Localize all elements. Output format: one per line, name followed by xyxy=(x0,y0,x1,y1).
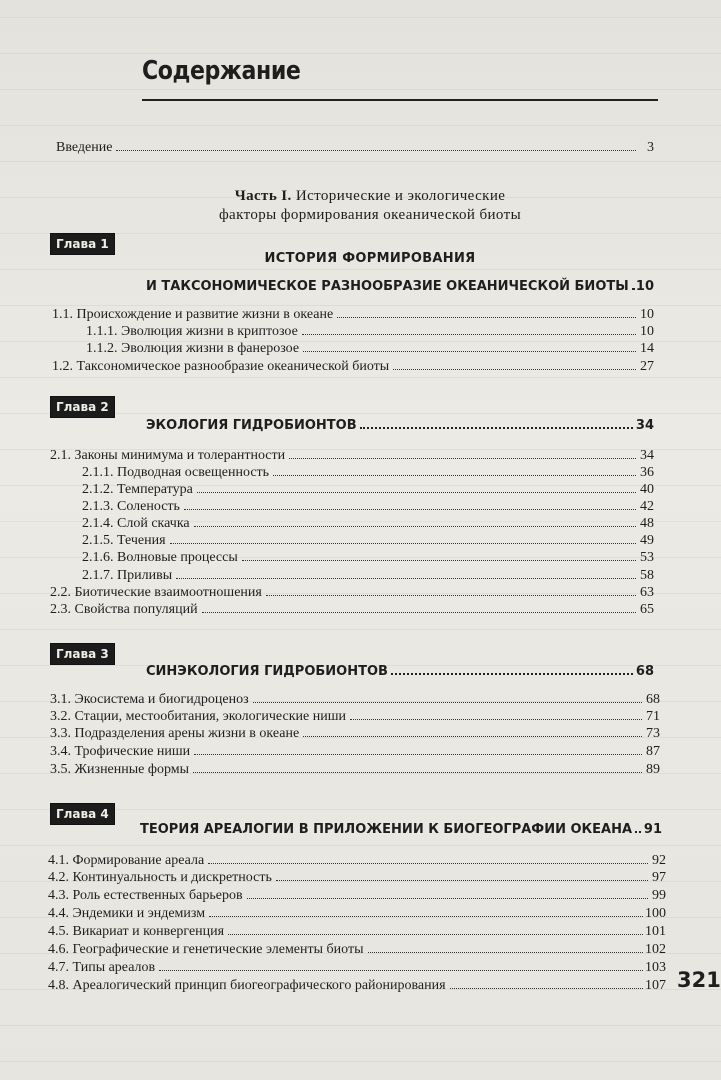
toc-entry-page: 102 xyxy=(645,942,666,957)
leader-dots xyxy=(228,922,643,935)
toc-entry-page: 87 xyxy=(646,744,660,759)
toc-entry[interactable] xyxy=(48,868,666,886)
leader-dots xyxy=(253,690,642,703)
toc-entry-label: 2.1.3. Соленость xyxy=(82,499,180,514)
toc-entry-page: 97 xyxy=(652,870,666,885)
toc-entry-page: 92 xyxy=(652,853,666,868)
toc-entry-page: 48 xyxy=(640,516,654,531)
leader-dots xyxy=(116,138,636,151)
chapter-page: 34 xyxy=(635,418,654,433)
toc-entry-label: 4.6. Географические и генетические элементы биоты xyxy=(48,942,364,957)
leader-dots xyxy=(193,760,642,773)
toc-entry-intro[interactable] xyxy=(56,138,654,156)
toc-entry-label: 4.8. Ареалогический принцип биогеографического районирования xyxy=(48,978,446,993)
toc-entry-label: 1.1. Происхождение и развитие жизни в океане xyxy=(52,307,334,322)
toc-entry-label: 2.1.5. Течения xyxy=(82,533,166,548)
chapter-title-line1: ИСТОРИЯ ФОРМИРОВАНИЯ xyxy=(264,251,476,266)
toc-entry-label: 4.7. Типы ареалов xyxy=(48,960,156,975)
toc-entry-label: 4.1. Формирование ареала xyxy=(48,853,205,868)
toc-entry-page: 49 xyxy=(640,533,654,548)
toc-entry-page: 99 xyxy=(652,888,666,903)
toc-entry-label: 2.2. Биотические взаимоотношения xyxy=(50,585,262,600)
toc-entry-page: 107 xyxy=(645,978,666,993)
leader-dots xyxy=(247,886,648,899)
toc-entry-label: 2.1.6. Волновые процессы xyxy=(82,550,238,565)
leader-dots xyxy=(303,339,636,352)
toc-entry-page: 42 xyxy=(640,499,654,514)
page-title: Содержание xyxy=(142,56,301,86)
toc-entry[interactable] xyxy=(82,566,654,584)
chapter-title: И ТАКСОНОМИЧЕСКОЕ РАЗНООБРАЗИЕ ОКЕАНИЧЕСКОЙ БИОТЫ xyxy=(146,279,629,294)
toc-entry-page: 89 xyxy=(646,762,660,777)
toc-entry-page: 10 xyxy=(640,307,654,322)
toc-entry-page: 65 xyxy=(640,602,654,617)
leader-dots xyxy=(209,904,643,917)
title-rule xyxy=(142,99,658,101)
toc-entry[interactable] xyxy=(82,497,654,515)
leader-dots xyxy=(635,820,641,833)
toc-entry-label: 2.1.4. Слой скачка xyxy=(82,516,190,531)
toc-entry[interactable] xyxy=(82,514,654,532)
chapter-page: 91 xyxy=(643,822,662,837)
toc-entry-label: 2.1.2. Температура xyxy=(82,482,193,497)
toc-entry-page: 10 xyxy=(640,324,654,339)
toc-entry[interactable] xyxy=(82,548,654,566)
chapter-heading-4[interactable] xyxy=(140,820,662,838)
toc-entry-page: 36 xyxy=(640,465,654,480)
leader-dots xyxy=(391,662,633,675)
leader-dots xyxy=(184,497,636,510)
toc-entry[interactable] xyxy=(50,446,654,464)
toc-entry[interactable] xyxy=(48,886,666,904)
toc-entry-label: 2.1. Законы минимума и толерантности xyxy=(50,448,286,463)
toc-entry-label: 1.1.2. Эволюция жизни в фанерозое xyxy=(86,341,300,356)
toc-entry-page: 63 xyxy=(640,585,654,600)
chapter-heading-3[interactable] xyxy=(146,662,654,680)
toc-entry[interactable] xyxy=(50,724,660,742)
toc-entry[interactable] xyxy=(48,904,666,922)
leader-dots xyxy=(208,851,648,864)
toc-entry-page: 53 xyxy=(640,550,654,565)
toc-entry-page: 103 xyxy=(645,960,666,975)
toc-entry-label: 3.5. Жизненные формы xyxy=(50,762,190,777)
leader-dots xyxy=(273,463,636,476)
toc-entry-label: 4.3. Роль естественных барьеров xyxy=(48,888,243,903)
leader-dots xyxy=(202,600,636,613)
chapter-page: 10 xyxy=(635,279,654,294)
leader-dots xyxy=(632,277,633,290)
part-title-line2: факторы формирования океанической биоты xyxy=(218,207,522,223)
toc-entry-page: 100 xyxy=(645,906,666,921)
toc-entry[interactable] xyxy=(52,357,654,375)
toc-entry-label: 2.1.7. Приливы xyxy=(82,568,173,583)
chapter-title: ТЕОРИЯ АРЕАЛОГИИ В ПРИЛОЖЕНИИ К БИОГЕОГРАФИИ ОКЕАНА xyxy=(140,822,633,837)
leader-dots xyxy=(368,940,644,953)
toc-entry[interactable] xyxy=(48,851,666,869)
toc-entry[interactable] xyxy=(50,760,660,778)
chapter-title: СИНЭКОЛОГИЯ ГИДРОБИОНТОВ xyxy=(146,664,388,679)
leader-dots xyxy=(276,868,648,881)
toc-entry-label: 1.1.1. Эволюция жизни в криптозое xyxy=(86,324,298,339)
chapter-badge: Глава 1 xyxy=(50,233,115,255)
toc-entry[interactable] xyxy=(82,463,654,481)
toc-entry-page: 40 xyxy=(640,482,654,497)
chapter-badge: Глава 2 xyxy=(50,396,115,418)
toc-entry-page: 34 xyxy=(640,448,654,463)
toc-entry-label: 4.4. Эндемики и эндемизм xyxy=(48,906,206,921)
toc-entry-label: 3.3. Подразделения арены жизни в океане xyxy=(50,726,300,741)
toc-entry-label: 3.4. Трофические ниши xyxy=(50,744,191,759)
leader-dots xyxy=(266,583,636,596)
part-label: Часть I. xyxy=(234,188,292,204)
leader-dots xyxy=(360,416,633,429)
leader-dots xyxy=(450,976,643,989)
toc-entry[interactable] xyxy=(48,940,666,958)
part-heading xyxy=(120,187,620,206)
toc-entry[interactable] xyxy=(86,322,654,340)
leader-dots xyxy=(176,566,636,579)
chapter-badge: Глава 3 xyxy=(50,643,115,665)
page-number: 321 xyxy=(677,968,721,992)
toc-entry[interactable] xyxy=(82,531,654,549)
leader-dots xyxy=(303,724,642,737)
leader-dots xyxy=(194,742,642,755)
leader-dots xyxy=(159,958,643,971)
leader-dots xyxy=(197,480,636,493)
part-title-line1: Исторические и экологические xyxy=(295,188,506,204)
leader-dots xyxy=(242,548,636,561)
leader-dots xyxy=(302,322,636,335)
toc-entry[interactable] xyxy=(50,707,660,725)
chapter-heading-2[interactable] xyxy=(146,416,654,434)
toc-entry[interactable] xyxy=(48,922,666,940)
toc-entry-page: 14 xyxy=(640,341,654,356)
toc-entry[interactable] xyxy=(48,958,666,976)
toc-entry-page: 27 xyxy=(640,359,654,374)
toc-entry-page: 3 xyxy=(647,140,654,155)
toc-entry-label: 4.2. Континуальность и дискретность xyxy=(48,870,272,885)
chapter-title: ЭКОЛОГИЯ ГИДРОБИОНТОВ xyxy=(146,418,357,433)
leader-dots xyxy=(350,707,642,720)
toc-entry-page: 101 xyxy=(645,924,666,939)
toc-entry-label: 2.1.1. Подводная освещенность xyxy=(82,465,270,480)
toc-entry[interactable] xyxy=(50,690,660,708)
toc-entry-label: 3.2. Стации, местообитания, экологические ниши xyxy=(50,709,346,724)
toc-entry[interactable] xyxy=(50,600,654,618)
toc-entry[interactable] xyxy=(86,339,654,357)
toc-entry-page: 58 xyxy=(640,568,654,583)
toc-entry-page: 71 xyxy=(646,709,660,724)
toc-entry[interactable] xyxy=(48,976,666,994)
toc-entry-label: 1.2. Таксономическое разнообразие океанической биоты xyxy=(52,359,390,374)
leader-dots xyxy=(289,446,636,459)
toc-entry[interactable] xyxy=(52,305,654,323)
chapter-page: 68 xyxy=(635,664,654,679)
toc-entry[interactable] xyxy=(50,583,654,601)
toc-entry-page: 73 xyxy=(646,726,660,741)
chapter-heading-1[interactable] xyxy=(146,277,654,295)
leader-dots xyxy=(194,514,636,527)
toc-entry-label: 3.1. Экосистема и биогидроценоз xyxy=(50,692,249,707)
toc-entry[interactable] xyxy=(50,742,660,760)
toc-entry[interactable] xyxy=(82,480,654,498)
toc-entry-label: Введение xyxy=(56,140,113,155)
leader-dots xyxy=(393,357,636,370)
toc-entry-label: 4.5. Викариат и конвергенция xyxy=(48,924,225,939)
toc-entry-page: 68 xyxy=(646,692,660,707)
toc-entry-label: 2.3. Свойства популяций xyxy=(50,602,198,617)
leader-dots xyxy=(337,305,636,318)
leader-dots xyxy=(170,531,636,544)
chapter-badge: Глава 4 xyxy=(50,803,115,825)
